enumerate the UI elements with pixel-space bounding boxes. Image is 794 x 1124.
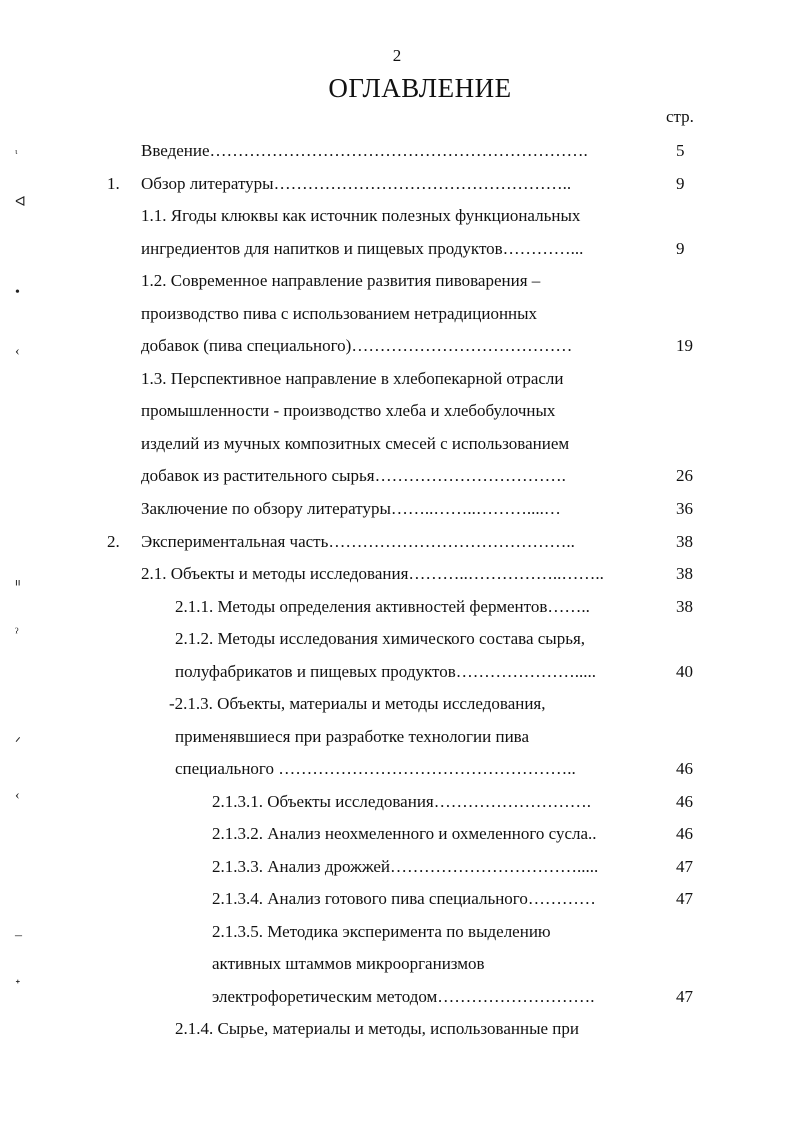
scan-mark: ‒	[15, 928, 22, 943]
toc-entry-page: 46	[676, 824, 693, 843]
toc-entry-page: 46	[676, 792, 693, 811]
toc-entry-page: 40	[676, 662, 693, 681]
toc-entry-page: 38	[676, 564, 693, 583]
toc-entry-title: промышленности - производство хлеба и хлебобулочных	[141, 401, 556, 420]
toc-entry-title: 2.1.3.3. Анализ дрожжей…………………………….....	[212, 857, 599, 876]
page-number: 2	[392, 46, 402, 65]
toc-entry-title: 2.1.3.2. Анализ неохмеленного и охмеленного сусла..	[212, 824, 597, 843]
toc-entry-title: 2.1.3.5. Методика эксперимента по выделению	[212, 922, 551, 941]
toc-entry-page: 47	[676, 857, 693, 876]
scan-mark: ᐊ	[15, 195, 26, 210]
toc-entry-title: Заключение по обзору литературы……..……..………....…	[141, 499, 561, 518]
toc-entry-title: ингредиентов для напитков и пищевых продуктов…………...	[141, 239, 584, 258]
scan-mark: ‹	[15, 788, 20, 803]
toc-entry-number: 1.	[107, 174, 120, 193]
toc-entry-page: 9	[676, 239, 685, 258]
toc-entry-page: 36	[676, 499, 693, 518]
scan-mark: ‹	[15, 344, 20, 359]
toc-entry-number: 2.	[107, 532, 120, 551]
toc-entry-page: 5	[676, 141, 685, 160]
toc-entry-title: 2.1. Объекты и методы исследования………..……………..……..	[141, 564, 604, 583]
toc-entry-title: Обзор литературы……………………………………………..	[141, 174, 572, 193]
toc-entry-title: 2.1.2. Методы исследования химического состава сырья,	[175, 629, 586, 648]
scan-mark: ᶥ	[15, 147, 18, 162]
toc-entry-title: полуфабрикатов и пищевых продуктов………………….....	[175, 662, 596, 681]
toc-entry-title: 2.1.3.1. Объекты исследования……………………….	[212, 792, 591, 811]
toc-entry-page: 38	[676, 532, 693, 551]
toc-entry-title: 1.2. Современное направление развития пивоварения –	[141, 271, 541, 290]
page-column-header: стр.	[666, 107, 694, 126]
toc-entry-title: специального ……………………………………………..	[175, 759, 576, 778]
toc-entry-page: 26	[676, 466, 693, 485]
scan-mark: ˀ	[15, 626, 19, 641]
toc-entry-title: электрофоретическим методом……………………….	[212, 987, 595, 1006]
toc-entry-title: 2.1.1. Методы определения активностей ферментов……..	[175, 597, 590, 616]
toc-entry-page: 9	[676, 174, 685, 193]
toc-entry-page: 46	[676, 759, 693, 778]
toc-entry-title: Экспериментальная часть……………………………………..	[141, 532, 575, 551]
toc-entry-title: 1.1. Ягоды клюквы как источник полезных функциональных	[141, 206, 581, 225]
toc-entry-title: производство пива с использованием нетрадиционных	[141, 304, 538, 323]
scan-mark: ᐟ	[15, 736, 21, 751]
toc-entry-title: 2.1.4. Сырье, материалы и методы, использованные при	[175, 1019, 579, 1038]
toc-entry-title: применявшиеся при разработке технологии пива	[175, 727, 530, 746]
toc-entry-title: изделий из мучных композитных смесей с использованием	[141, 434, 570, 453]
scan-mark: ᐩ	[15, 978, 21, 993]
toc-entry-page: 47	[676, 987, 693, 1006]
scan-mark: ᐦ	[15, 579, 21, 594]
toc-entry-title: -2.1.3. Объекты, материалы и методы исследования,	[169, 694, 546, 713]
page-title: ОГЛАВЛЕНИЕ	[328, 73, 512, 103]
toc-entry-page: 19	[676, 336, 693, 355]
toc-entry-title: активных штаммов микроорганизмов	[212, 954, 485, 973]
toc-entry-title: добавок (пива специального)…………………………………	[141, 336, 573, 355]
toc-entry-page: 38	[676, 597, 693, 616]
toc-entry-title: добавок из растительного сырья…………………………….	[141, 466, 566, 485]
toc-entry-title: 1.3. Перспективное направление в хлебопекарной отрасли	[141, 369, 564, 388]
scan-mark: •	[15, 285, 20, 300]
toc-entry-page: 47	[676, 889, 693, 908]
toc-entry-title: Введение………………………………………………………….	[141, 141, 588, 160]
toc-entry-title: 2.1.3.4. Анализ готового пива специального…………	[212, 889, 596, 908]
